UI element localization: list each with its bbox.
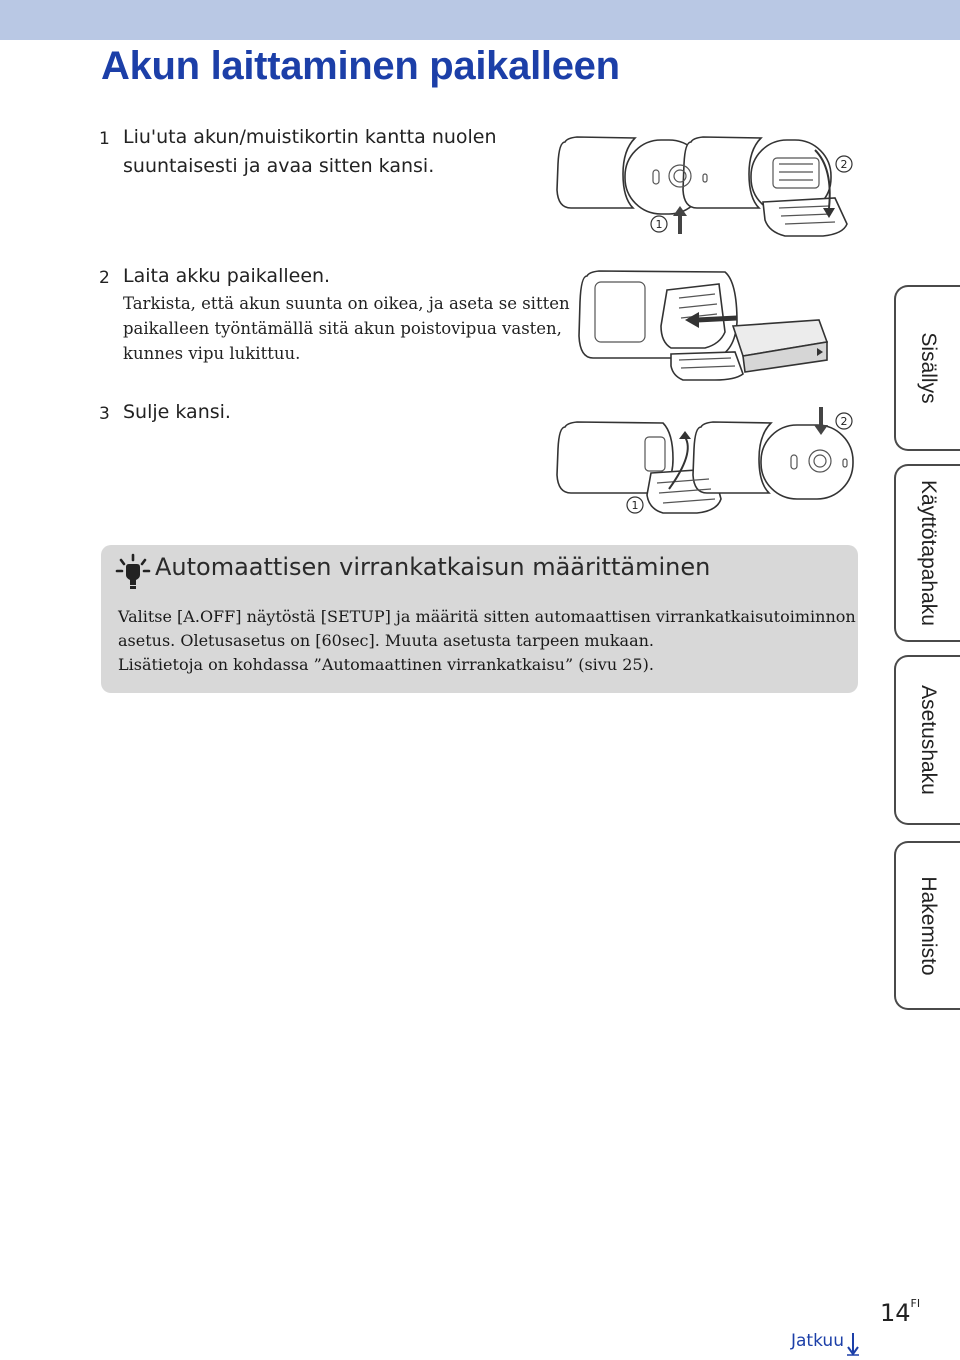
step-2-detail-line-1: Tarkista, että akun suunta on oikea, ja aseta se sitten xyxy=(123,294,570,313)
page-title: Akun laittaminen paikalleen xyxy=(101,44,620,88)
tip-title: Automaattisen virrankatkaisun määrittäminen xyxy=(155,553,711,581)
tab-index[interactable] xyxy=(894,841,960,1010)
camera-insert-battery-illustration xyxy=(575,262,845,387)
tip-line-1: Valitse [A.OFF] näytöstä [SETUP] ja määritä sitten automaattisen virrankatkaisutoiminnon xyxy=(118,607,856,626)
step-2-detail-line-2: paikalleen työntämällä sitä akun poistovipua vasten, xyxy=(123,319,562,338)
open-step-marker-1: 1 xyxy=(655,218,663,231)
tab-settings-search-label: Asetushaku xyxy=(917,685,940,795)
tip-line-2: asetus. Oletusasetus on [60sec]. Muuta asetusta tarpeen mukaan. xyxy=(118,631,655,650)
page-number-value: 14 xyxy=(880,1299,911,1327)
lightbulb-icon xyxy=(115,553,151,593)
tip-box xyxy=(101,545,858,693)
continue-link[interactable]: Jatkuu xyxy=(791,1331,844,1351)
step-1-line-1: Liu'uta akun/muistikortin kantta nuolen xyxy=(123,126,497,148)
page-language-suffix: FI xyxy=(910,1297,921,1310)
tab-contents[interactable] xyxy=(894,285,960,451)
step-2-text: Laita akku paikalleen. xyxy=(123,265,331,287)
tab-usage-search[interactable] xyxy=(894,464,960,642)
camera-close-cover-illustration xyxy=(553,403,863,525)
step-1-text xyxy=(123,123,497,181)
tab-settings-search[interactable] xyxy=(894,655,960,825)
arrow-down-icon xyxy=(846,1332,860,1356)
tab-index-label: Hakemisto xyxy=(917,875,940,976)
page-number xyxy=(880,1299,920,1327)
step-1-number: 1 xyxy=(99,129,110,149)
tip-body xyxy=(118,605,856,677)
step-2-number: 2 xyxy=(99,268,110,288)
header-bar xyxy=(0,0,960,40)
tab-contents-label: Sisällys xyxy=(917,332,940,404)
camera-open-cover-illustration xyxy=(553,128,863,244)
tab-usage-search-label: Käyttötapahaku xyxy=(917,480,940,626)
tip-line-3: Lisätietoja on kohdassa ”Automaattinen virrankatkaisu” (sivu 25). xyxy=(118,655,654,674)
step-2-details xyxy=(123,291,570,366)
close-step-marker-1: 1 xyxy=(631,499,639,512)
close-step-marker-2: 2 xyxy=(840,415,848,428)
step-3-number: 3 xyxy=(99,404,110,424)
open-step-marker-2: 2 xyxy=(840,158,848,171)
step-1-line-2: suuntaisesti ja avaa sitten kansi. xyxy=(123,155,435,177)
step-3-text: Sulje kansi. xyxy=(123,401,231,423)
step-2-detail-line-3: kunnes vipu lukittuu. xyxy=(123,344,301,363)
